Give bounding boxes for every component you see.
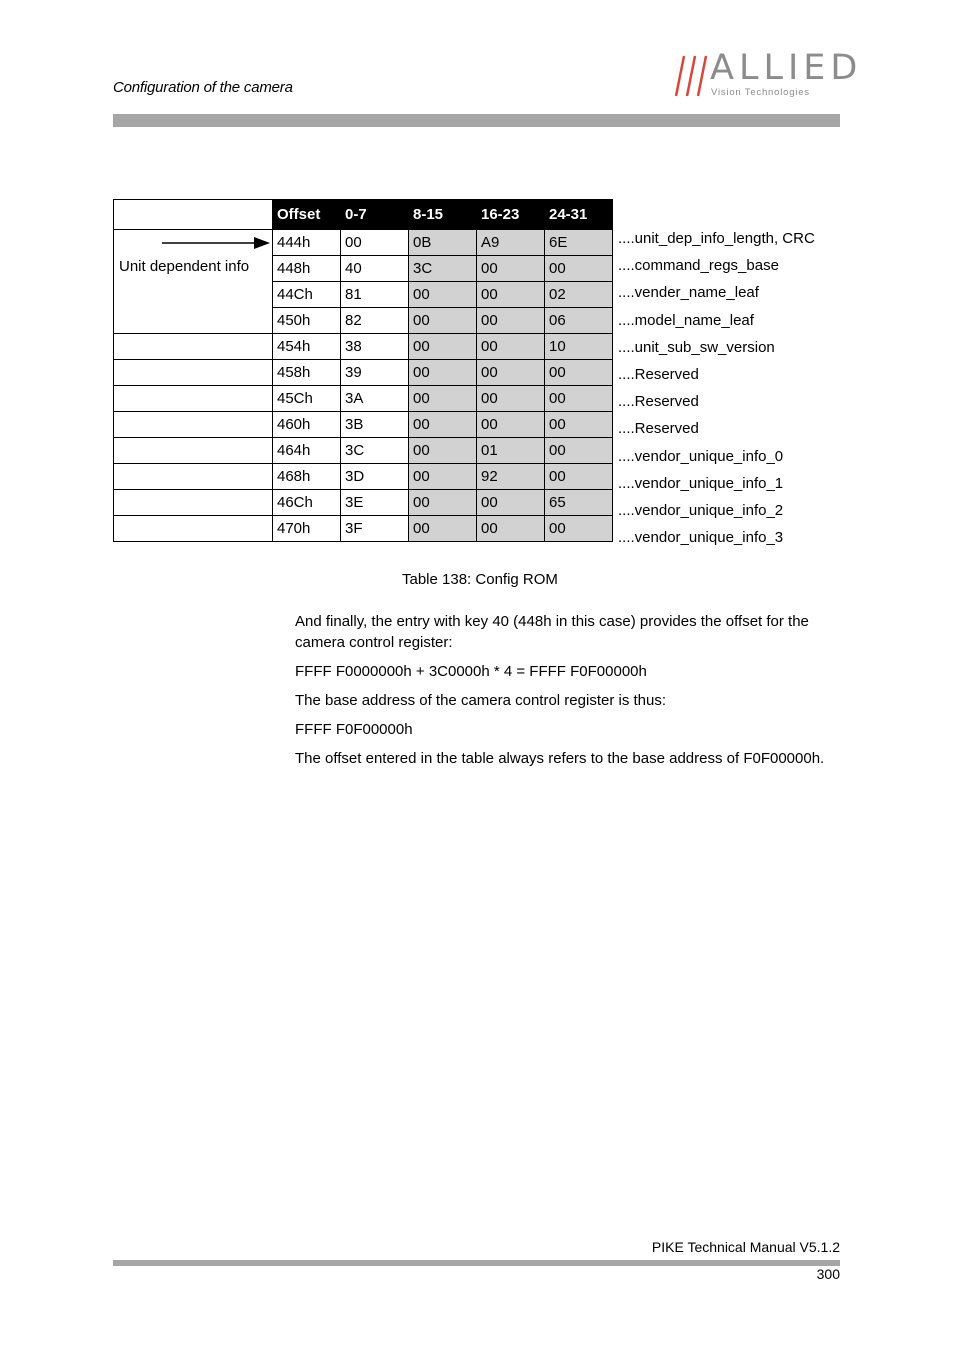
offset-cell: 458h: [273, 360, 341, 386]
blank-cell: [114, 386, 273, 412]
value-cell: 3D: [341, 464, 409, 490]
value-cell: 39: [341, 360, 409, 386]
table-row: [114, 438, 613, 464]
address-value: FFFF F0F00000h: [295, 721, 413, 738]
register-description: ....vendor_unique_info_3: [618, 529, 784, 547]
offset-cell: 45Ch: [273, 386, 341, 412]
paragraph: The base address of the camera control register is thus:: [295, 692, 667, 709]
value-cell: 00: [477, 516, 545, 542]
value-cell: 65: [545, 490, 613, 516]
value-cell: 00: [409, 386, 477, 412]
value-cell: 00: [477, 282, 545, 308]
register-description: ....Reserved: [618, 393, 699, 411]
logo-subtitle: Vision Technologies: [711, 87, 810, 98]
register-description: ....vendor_unique_info_1: [618, 474, 784, 492]
value-cell: 00: [477, 334, 545, 360]
value-cell: 00: [409, 360, 477, 386]
offset-cell: 460h: [273, 412, 341, 438]
value-cell: 00: [409, 334, 477, 360]
value-cell: 00: [545, 464, 613, 490]
value-cell: 00: [477, 308, 545, 334]
value-cell: 3C: [409, 256, 477, 282]
value-cell: 0B: [409, 230, 477, 256]
footer-manual-title: PIKE Technical Manual V5.1.2: [651, 1239, 840, 1255]
logo-word: ALLIED: [710, 48, 863, 88]
value-cell: 06: [545, 308, 613, 334]
footer-bar: [113, 1260, 840, 1266]
company-logo: [668, 48, 863, 102]
offset-cell: 454h: [273, 334, 341, 360]
value-cell: 3B: [341, 412, 409, 438]
value-cell: 00: [545, 256, 613, 282]
value-cell: 40: [341, 256, 409, 282]
column-header: 0-7: [341, 200, 409, 230]
value-cell: 00: [409, 282, 477, 308]
config-rom-table: [113, 199, 613, 542]
table-row: [114, 360, 613, 386]
value-cell: 00: [545, 386, 613, 412]
value-cell: 00: [477, 412, 545, 438]
offset-cell: 448h: [273, 256, 341, 282]
arrow-right-icon: [162, 235, 272, 251]
register-description: ....vender_name_leaf: [618, 284, 759, 302]
value-cell: 02: [545, 282, 613, 308]
value-cell: 3F: [341, 516, 409, 542]
value-cell: 00: [545, 360, 613, 386]
table-row: [114, 230, 613, 256]
value-cell: 3E: [341, 490, 409, 516]
register-description: ....Reserved: [618, 420, 699, 438]
value-cell: 00: [545, 516, 613, 542]
blank-cell: [114, 334, 273, 360]
table-row: [114, 464, 613, 490]
register-description: ....Reserved: [618, 366, 699, 383]
value-cell: 00: [409, 516, 477, 542]
offset-cell: 444h: [273, 230, 341, 256]
value-cell: 82: [341, 308, 409, 334]
offset-cell: 468h: [273, 464, 341, 490]
table-caption: Table 138: Config ROM: [402, 571, 558, 588]
table-row: [114, 490, 613, 516]
value-cell: 00: [477, 360, 545, 386]
value-cell: 01: [477, 438, 545, 464]
column-header: 16-23: [477, 200, 545, 230]
paragraph: And finally, the entry with key 40 (448h in this case) provides the offset for the camera control register:: [295, 613, 809, 651]
value-cell: 00: [545, 412, 613, 438]
value-cell: 00: [409, 438, 477, 464]
offset-cell: 464h: [273, 438, 341, 464]
value-cell: 10: [545, 334, 613, 360]
blank-cell: [114, 360, 273, 386]
register-description: ....model_name_leaf: [618, 311, 754, 329]
value-cell: 3A: [341, 386, 409, 412]
table-header-row: [114, 200, 613, 230]
paragraph: The offset entered in the table always refers to the base address of F0F00000h.: [295, 750, 825, 767]
offset-cell: 450h: [273, 308, 341, 334]
value-cell: 00: [545, 438, 613, 464]
table-row: [114, 334, 613, 360]
group-label-cell: [114, 230, 273, 334]
offset-cell: 46Ch: [273, 490, 341, 516]
value-cell: 00: [341, 230, 409, 256]
blank-cell: [114, 464, 273, 490]
value-cell: 00: [477, 256, 545, 282]
blank-cell: [114, 438, 273, 464]
column-header: 24-31: [545, 200, 613, 230]
offset-cell: 44Ch: [273, 282, 341, 308]
column-header: 8-15: [409, 200, 477, 230]
offset-cell: 470h: [273, 516, 341, 542]
value-cell: 00: [477, 386, 545, 412]
table-row: [114, 516, 613, 542]
register-description: ....vendor_unique_info_2: [618, 502, 784, 519]
value-cell: 6E: [545, 230, 613, 256]
value-cell: 81: [341, 282, 409, 308]
value-cell: 3C: [341, 438, 409, 464]
register-description: ....command_regs_base: [618, 257, 779, 275]
blank-cell: [114, 412, 273, 438]
register-description: ....vendor_unique_info_0: [618, 447, 784, 465]
header-blank-cell: [114, 200, 273, 230]
table-row: [114, 386, 613, 412]
logo-slashes-icon: [668, 54, 712, 98]
value-cell: 00: [409, 464, 477, 490]
page-number: 300: [816, 1266, 840, 1282]
header-bar: [113, 114, 840, 127]
register-description: ....unit_sub_sw_version: [618, 338, 775, 356]
value-cell: 00: [477, 490, 545, 516]
blank-cell: [114, 490, 273, 516]
column-header: Offset: [273, 200, 341, 230]
value-cell: 38: [341, 334, 409, 360]
register-description: ....unit_dep_info_length, CRC: [618, 230, 815, 247]
blank-cell: [114, 516, 273, 542]
table-row: [114, 412, 613, 438]
value-cell: 00: [409, 308, 477, 334]
value-cell: 00: [409, 490, 477, 516]
group-label: Unit dependent info: [119, 258, 250, 275]
section-title: Configuration of the camera: [113, 79, 293, 96]
formula: FFFF F0000000h + 3C0000h * 4 = FFFF F0F00000h: [295, 663, 647, 680]
value-cell: 00: [409, 412, 477, 438]
value-cell: A9: [477, 230, 545, 256]
value-cell: 92: [477, 464, 545, 490]
